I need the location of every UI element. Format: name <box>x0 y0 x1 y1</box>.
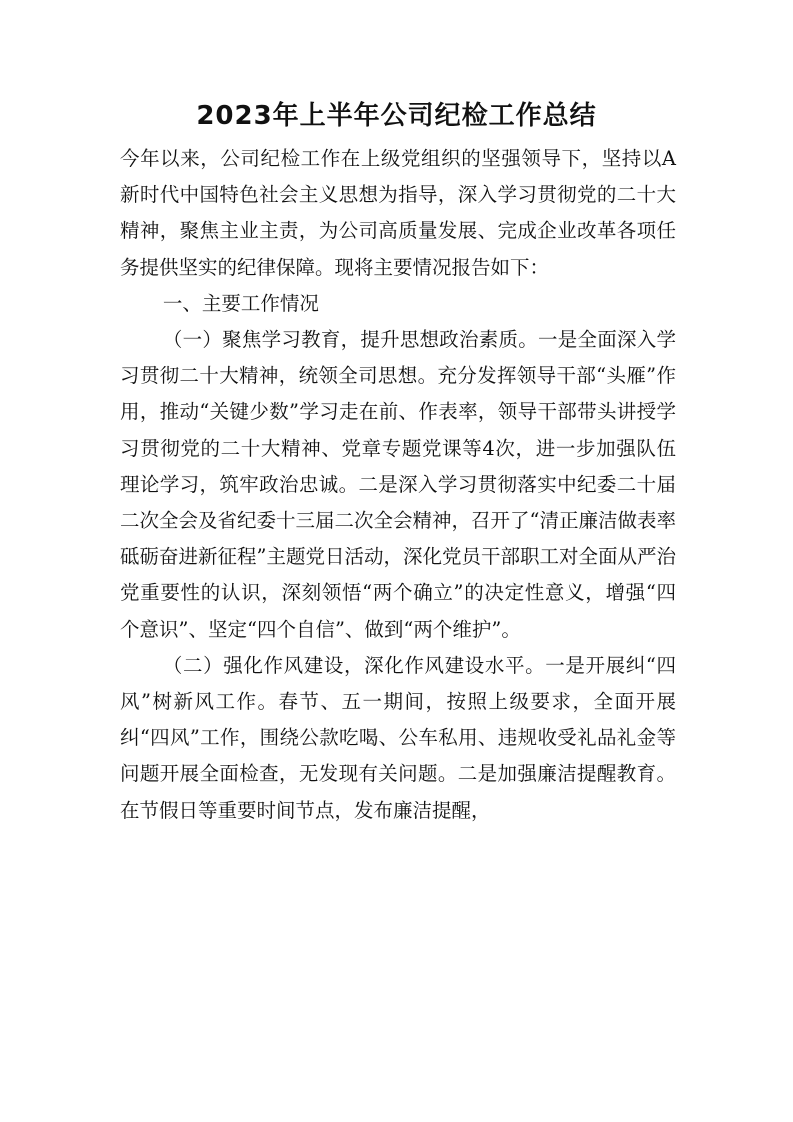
section-heading: 一、主要工作情况 <box>162 291 319 315</box>
subsection-1-paragraph: （一）聚焦学习教育，提升思想政治素质。一是全面深入学习贯彻二十大精神，统领全司思想。充分发挥领导干部“头雁”作用，推动“关键少数”学习走在前、作表率，领导干部带头讲授学习贯彻党的二十大精神、党章专题党课等4次，进一步加强队伍理论学习，筑牢政治忠诚。二是深入学习贯彻落实中纪委二十届二次全会及省纪委十三届二次全会精神，召开了“清正廉洁做表率砥砺奋进新征程”主题党日活动，深化党员干部职工对全面从严治党重要性的认识，深刻领悟“两个确立”的决定性意义，增强“四个意识”、坚定“四个自信”、做到“两个维护”。 <box>120 328 676 641</box>
document-body <box>120 141 676 829</box>
intro-paragraph: 今年以来，公司纪检工作在上级党组织的坚强领导下，坚持以A新时代中国特色社会主义思想为指导，深入学习贯彻党的二十大精神，聚焦主业主责，为公司高质量发展、完成企业改革各项任务提供坚实的纪律保障。现将主要情况报告如下： <box>120 147 676 279</box>
subsection-2-paragraph: （二）强化作风建设，深化作风建设水平。一是开展纠“四风”树新风工作。春节、五一期间，按照上级要求，全面开展纠“四风”工作，围绕公款吃喝、公车私用、违规收受礼品礼金等问题开展全面检查，无发现有关问题。二是加强廉洁提醒教育。在节假日等重要时间节点，发布廉洁提醒， <box>120 653 676 822</box>
document-title: 2023年上半年公司纪检工作总结 <box>196 101 597 131</box>
